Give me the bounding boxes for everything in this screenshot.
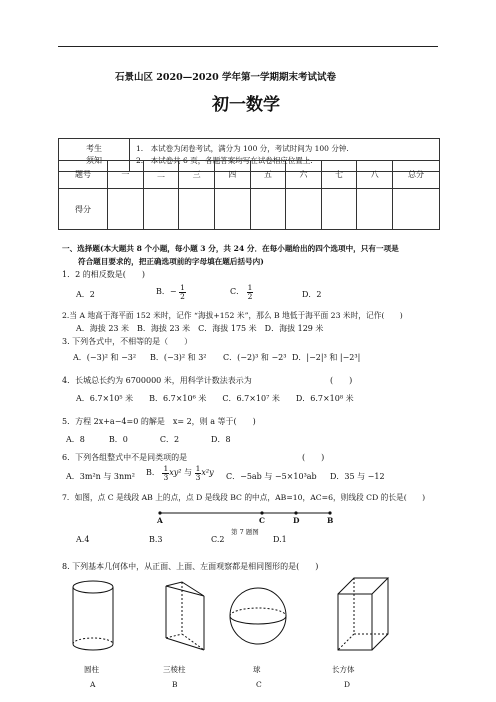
frac-num: 1	[247, 283, 253, 292]
q6-option-b-term-2: x²y	[201, 468, 214, 477]
sphere-figure	[228, 585, 288, 647]
shape-name-sphere: 球	[253, 665, 261, 674]
notice-item-1: 1. 本试卷为闭卷考试，满分为 100 分，考试时间为 100 分钟.	[136, 144, 349, 153]
frac-num: 1	[180, 283, 185, 292]
point-b	[328, 511, 331, 514]
score-header-3: 三	[179, 161, 215, 189]
shape-letter-a: A	[90, 680, 96, 689]
q6-stem: 6．下列各组整式中不是同类项的是	[62, 453, 188, 462]
q7-label-c: C	[259, 516, 265, 525]
q6-option-b-prefix: B．	[146, 468, 160, 477]
cuboid-figure	[334, 574, 390, 654]
q2-stem: 2.当 A 地高于海平面 152 米时，记作 “海拔+152 米”，那么 B 地低于海平面 23 米时，记作( )	[62, 311, 403, 320]
frac-den: 3	[195, 472, 201, 482]
q5-options: A．8 B．0 C．2 D．8	[66, 435, 231, 444]
shape-letter-d: D	[344, 680, 351, 689]
q3-option-b: B．(−3)² 和 3²	[150, 353, 207, 362]
notice-label-line1: 考生	[86, 144, 102, 153]
q5-stem: 5．方程 2x+a−4=0 的解是 x= 2，则 a 等于( )	[62, 417, 256, 426]
shape-letter-b: B	[172, 680, 178, 689]
score-cell[interactable]	[321, 189, 357, 230]
section1-heading-line1: 一、选择题(本大题共 8 个小题，每小题 3 分，共 24 分．在每小题给出的四个选项中，只有一项是	[62, 244, 399, 253]
subject-title: 初一数学	[212, 95, 280, 115]
q2-options: A．海拔 23 米 B．海拔 23 米 C．海拔 175 米 D．海拔 129 米	[76, 324, 324, 333]
q1-option-c-fraction	[247, 284, 254, 300]
score-cell[interactable]	[250, 189, 286, 230]
score-table	[58, 160, 440, 230]
score-header-9: 总分	[393, 161, 440, 189]
q7-option-d: D.1	[273, 535, 287, 544]
score-header-0: 题号	[59, 161, 108, 189]
cylinder-figure	[68, 578, 118, 656]
q7-stem: 7．如图，点 C 是线段 AB 上的点，点 D 是线段 BC 的中点，AB=10，AC=6，则线段 CD 的长是( )	[62, 493, 426, 502]
frac-num: 1	[195, 464, 201, 473]
q4-paren: ( )	[330, 376, 353, 385]
q6-option-b-term-1: xy²	[169, 468, 182, 477]
triangular-prism-figure	[160, 578, 210, 658]
shape-name-prism: 三棱柱	[163, 665, 186, 674]
shape-letter-c: C	[256, 680, 262, 689]
frac-den: 3	[163, 472, 169, 482]
q3-option-d: D．|−2|³ 和 |−2³|	[292, 353, 361, 362]
score-row-label: 得分	[59, 189, 108, 230]
q8-stem: 8. 下列基本几何体中，从正面、上面、左面观察都是相同图形的是( )	[62, 562, 319, 571]
score-header-8: 八	[357, 161, 393, 189]
q1-option-b-fraction	[179, 284, 186, 300]
q3-option-c: C．(−2)³ 和 −2³	[223, 353, 287, 362]
score-cell[interactable]	[214, 189, 250, 230]
q7-label-b: B	[327, 516, 334, 525]
score-cell[interactable]	[357, 189, 393, 230]
q1-option-c	[230, 284, 253, 300]
score-header-6: 六	[286, 161, 322, 189]
q6-option-d: D．35 与 −12	[330, 472, 385, 481]
q1-option-d: D．2	[302, 290, 322, 299]
notice-label-line2: 须知	[86, 156, 102, 165]
q7-option-a: A.4	[76, 535, 90, 544]
top-rule	[58, 46, 438, 47]
score-cell[interactable]	[179, 189, 215, 230]
q7-caption: 第 7 题图	[231, 528, 259, 536]
q6-option-b-conj: 与	[184, 468, 193, 477]
shape-name-cuboid: 长方体	[332, 665, 355, 674]
q1-option-b	[156, 284, 186, 300]
q7-label-d: D	[293, 516, 300, 525]
point-d	[294, 511, 297, 514]
q3-option-a: A．(−3)² 和 −3²	[73, 353, 137, 362]
q1-option-b-prefix: B．−	[156, 287, 177, 296]
q7-option-b: B.3	[149, 535, 163, 544]
score-cell[interactable]	[108, 189, 144, 230]
score-header-2: 二	[143, 161, 179, 189]
q6-paren: ( )	[302, 453, 325, 462]
exam-title: 石景山区 2020—2020 学年第一学期期末考试试卷	[115, 72, 336, 83]
score-header-5: 五	[250, 161, 286, 189]
section1-heading-line2: 符合题目要求的，把正确选项前的字母填在题后括号内)	[78, 257, 264, 266]
score-cell[interactable]	[393, 189, 440, 230]
frac-den: 2	[180, 291, 185, 301]
score-header-1: 一	[108, 161, 144, 189]
point-c	[260, 511, 263, 514]
q7-option-c: C.2	[211, 535, 225, 544]
q6-option-a: A．3m²n 与 3nm²	[66, 472, 135, 481]
score-header-4: 四	[214, 161, 250, 189]
q4-stem: 4．长城总长约为 6700000 米，用科学计数法表示为	[62, 376, 252, 385]
q7-label-a: A	[157, 516, 163, 525]
q4-options: A．6.7×10⁵ 米 B．6.7×10⁶ 米 C．6.7×10⁷ 米 D．6.7×10⁸ 米	[76, 394, 354, 403]
q1-option-c-prefix: C．	[230, 287, 245, 296]
frac-den: 2	[247, 291, 253, 301]
shape-name-cylinder: 圆柱	[84, 665, 99, 674]
point-a	[158, 511, 161, 514]
notice-item-2: 2. 本试卷共 6 页，各题答案均写在试卷相应位置上.	[136, 156, 313, 165]
score-header-7: 七	[321, 161, 357, 189]
score-cell[interactable]	[143, 189, 179, 230]
q6-option-c: C．−5ab 与 −5×10³ab	[226, 472, 317, 481]
q1-option-a: A．2	[76, 290, 95, 299]
score-cell[interactable]	[286, 189, 322, 230]
q1-stem: 1．2 的相反数是( )	[62, 270, 145, 279]
q3-stem: 3. 下列各式中，不相等的是（ ）	[62, 337, 193, 346]
q6-option-b	[146, 465, 214, 481]
frac-num: 1	[163, 464, 169, 473]
